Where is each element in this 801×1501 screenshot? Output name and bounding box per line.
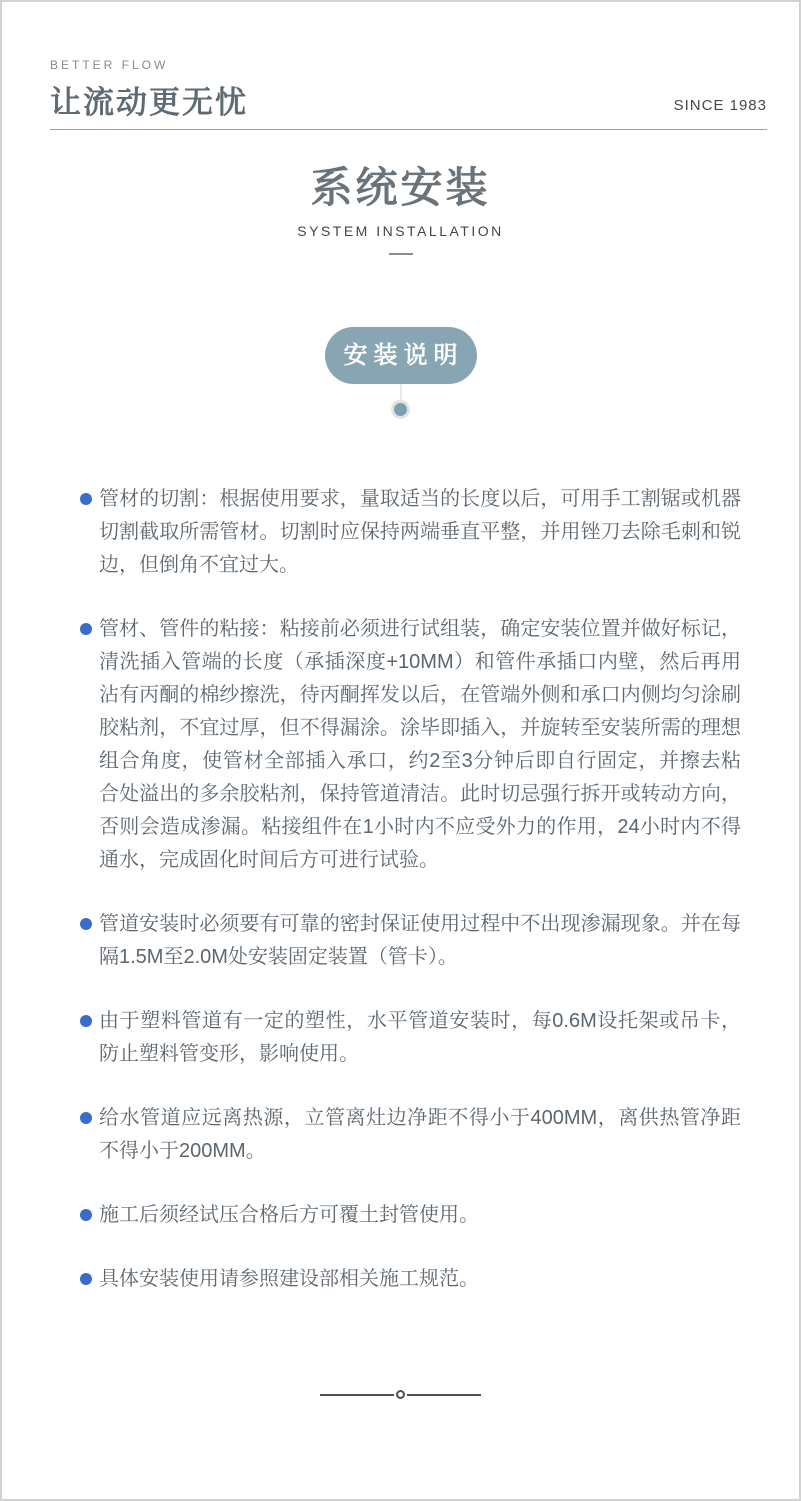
list-item [80,1199,741,1232]
list-item-text: 具体安装使用请参照建设部相关施工规范。 [99,1268,479,1290]
since-label: SINCE 1983 [673,97,767,114]
list-item-text: 管材的切割：根据使用要求，量取适当的长度以后，可用手工割锯或机器切割截取所需管材。切割时应保持两端垂直平整，并用锉刀去除毛刺和锐边，但倒角不宜过大。 [99,488,741,576]
title-section [2,166,799,255]
badge-connector-line [400,384,402,402]
list-item-text: 管材、管件的粘接：粘接前必须进行试组装，确定安装位置并做好标记，清洗插入管端的长度（承插深度+10MM）和管件承插口内壁，然后再用沾有丙酮的棉纱擦洗，待丙酮挥发以后，在管端外侧和承口内侧均匀涂刷胶粘剂，不宜过厚，但不得漏涂。涂毕即插入，并旋转至安装所需的理想组合角度，使管材全部插入承口，约2至3分钟后即自行固定，并擦去粘合处溢出的多余胶粘剂，保持管道清洁。此时切忌强行拆开或转动方向，否则会造成渗漏。粘接组件在1小时内不应受外力的作用，24小时内不得通水，完成固化时间后方可进行试验。 [99,618,741,871]
list-item [80,613,741,877]
title-dash [389,253,413,255]
brand-logo [50,58,248,122]
list-item [80,1102,741,1168]
list-item-text: 施工后须经试压合格后方可覆土封管使用。 [99,1204,479,1226]
list-item [80,1005,741,1071]
page-subtitle: SYSTEM INSTALLATION [297,223,504,239]
brand-logotype-zh: 让流动更无忧 [50,85,248,120]
list-item [80,1263,741,1296]
header-divider [50,129,767,130]
header [2,2,799,122]
bullet-icon [80,493,92,505]
list-item-text: 管道安装时必须要有可靠的密封保证使用过程中不出现渗漏现象。并在每隔1.5M至2.0M处安装固定装置（管卡）。 [99,913,741,968]
badge-section [2,327,799,416]
list-item-text: 给水管道应远离热源，立管离灶边净距不得小于400MM，离供热管净距不得小于200MM。 [99,1107,741,1162]
list-item [80,908,741,974]
footer-line-right [407,1394,481,1396]
bullet-icon [80,918,92,930]
list-item [80,483,741,582]
footer-circle-icon [396,1390,405,1399]
install-notes-badge: 安装说明 [325,327,477,384]
installation-notes-list [80,483,741,1296]
page-title: 系统安装 [310,164,491,211]
footer-divider [2,1390,799,1399]
bullet-icon [80,1209,92,1221]
footer-line-left [320,1394,394,1396]
bullet-icon [80,623,92,635]
brand-tagline-en: BETTER FLOW [50,58,169,72]
badge-connector-dot-icon [394,403,407,416]
bullet-icon [80,1273,92,1285]
bullet-icon [80,1015,92,1027]
list-item-text: 由于塑料管道有一定的塑性，水平管道安装时，每0.6M设托架或吊卡，防止塑料管变形，影响使用。 [99,1010,741,1065]
bullet-icon [80,1112,92,1124]
